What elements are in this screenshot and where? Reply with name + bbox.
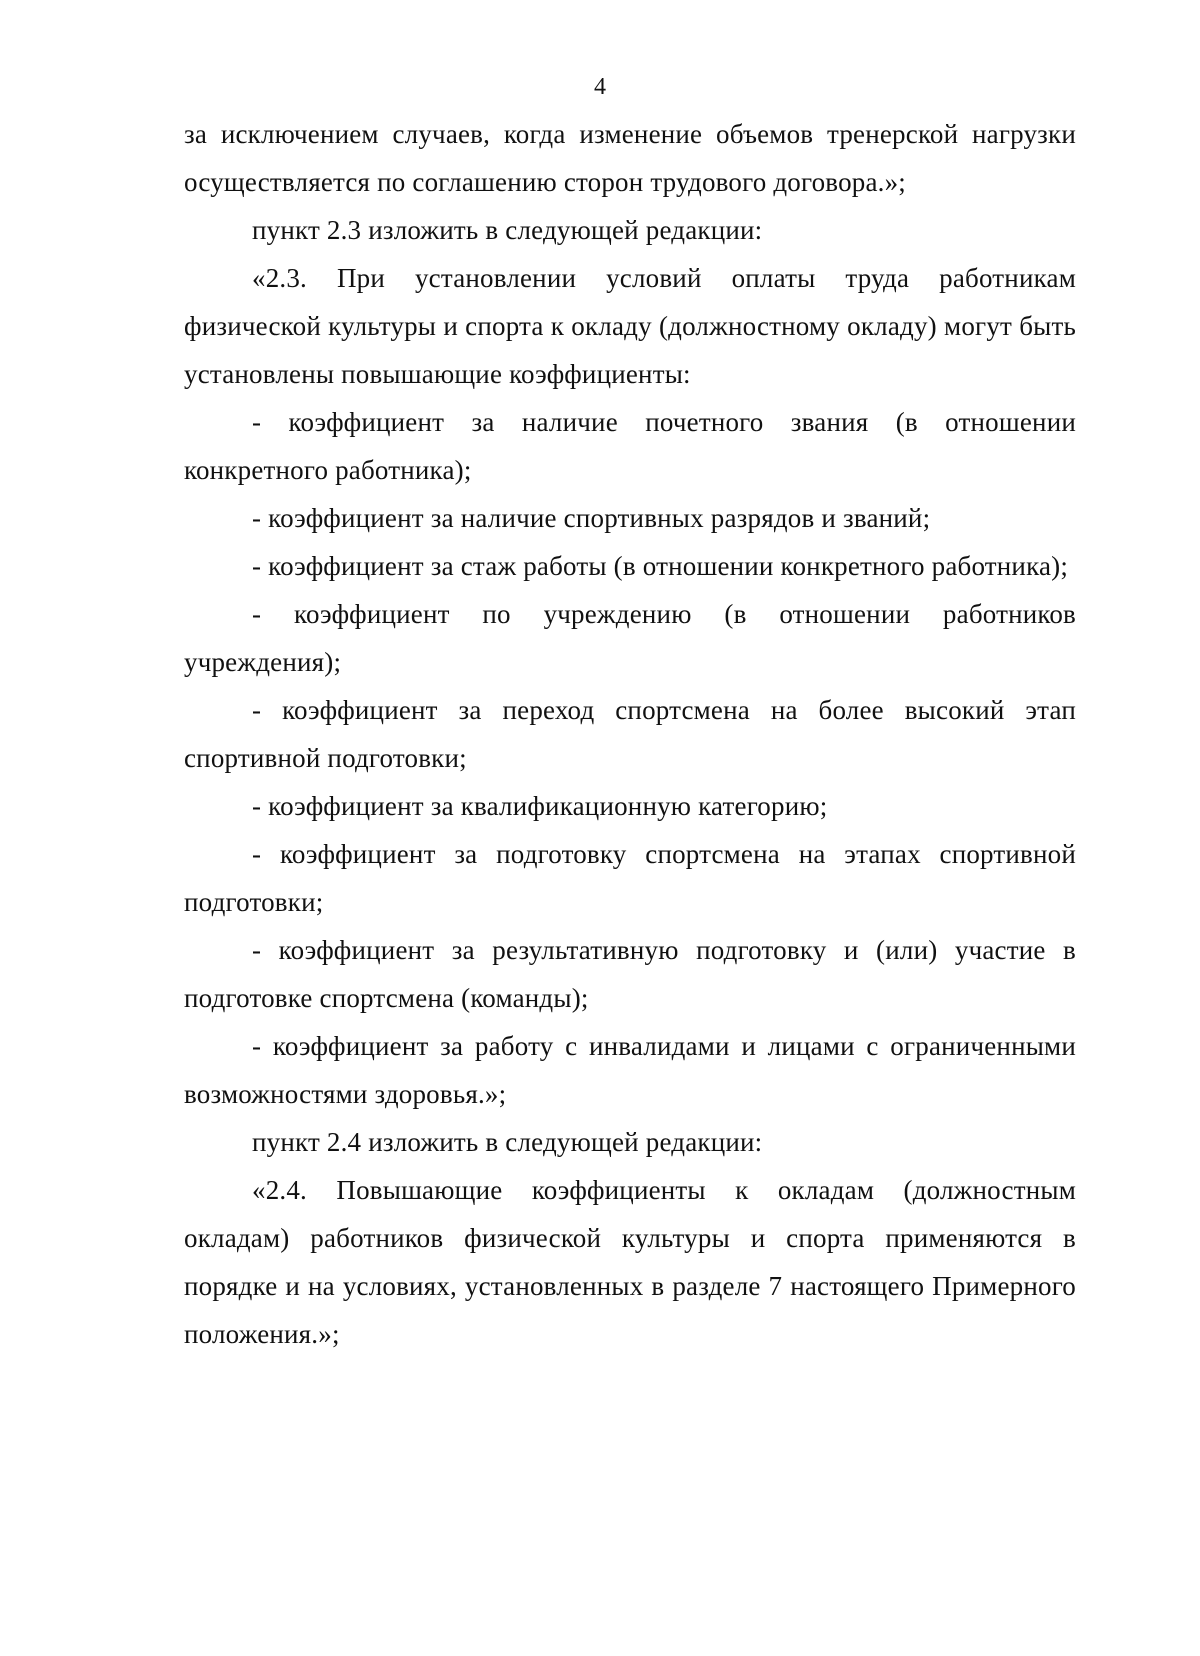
page-number: 4 bbox=[594, 74, 606, 100]
paragraph-clause-2-4: «2.4. Повышающие коэффициенты к окладам (должностным окладам) работников физической культуры и спорта применяются в порядке и на условиях, установленных в разделе 7 настоящего Примерного положения.»; bbox=[184, 1175, 1076, 1349]
paragraph-clause-2-3-heading: пункт 2.3 изложить в следующей редакции: bbox=[252, 215, 763, 245]
paragraph-clause-2-4-heading: пункт 2.4 изложить в следующей редакции: bbox=[252, 1127, 763, 1157]
list-item-disabled-persons: - коэффициент за работу с инвалидами и лицами с ограниченными возможностями здоровья.»; bbox=[184, 1031, 1076, 1109]
document-body bbox=[184, 110, 1076, 1358]
paragraph-clause-2-3: «2.3. При установлении условий оплаты труда работникам физической культуры и спорта к окладу (должностному окладу) могут быть установлены повышающие коэффициенты: bbox=[184, 263, 1076, 389]
list-item-work-experience: - коэффициент за стаж работы (в отношении конкретного работника); bbox=[252, 551, 1069, 581]
list-item-athlete-transition: - коэффициент за переход спортсмена на более высокий этап спортивной подготовки; bbox=[184, 695, 1076, 773]
list-item-institution: - коэффициент по учреждению (в отношении работников учреждения); bbox=[184, 599, 1076, 677]
paragraph-continuation: за исключением случаев, когда изменение объемов тренерской нагрузки осуществляется по соглашению сторон трудового договора.»; bbox=[184, 119, 1076, 197]
list-item-qualification-category: - коэффициент за квалификационную категорию; bbox=[252, 791, 828, 821]
list-item-effective-training: - коэффициент за результативную подготовку и (или) участие в подготовке спортсмена (команды); bbox=[184, 935, 1076, 1013]
list-item-athlete-training: - коэффициент за подготовку спортсмена на этапах спортивной подготовки; bbox=[184, 839, 1076, 917]
list-item-sports-ranks: - коэффициент за наличие спортивных разрядов и званий; bbox=[252, 503, 931, 533]
list-item-honorary-title: - коэффициент за наличие почетного звания (в отношении конкретного работника); bbox=[184, 407, 1076, 485]
